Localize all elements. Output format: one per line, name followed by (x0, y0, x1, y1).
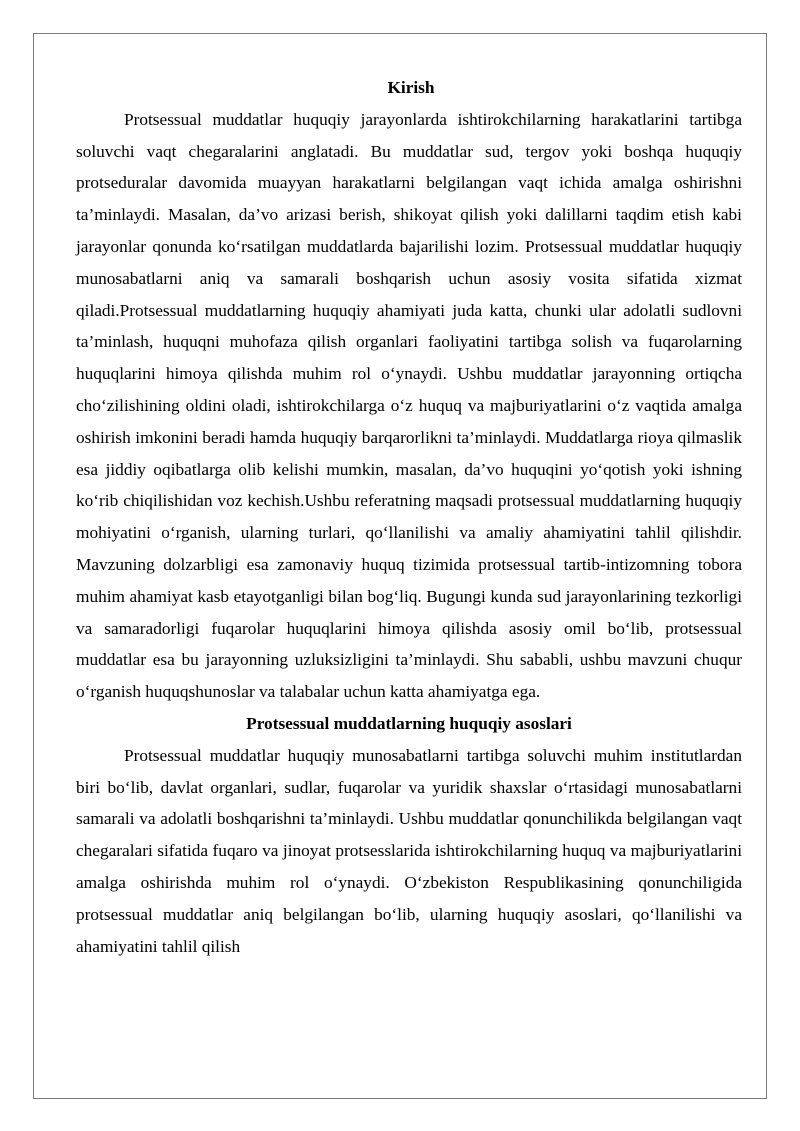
paragraph-legal-basis: Protsessual muddatlar huquqiy munosabatlarni tartibga soluvchi muhim institutlardan biri bo‘lib, davlat organlari, sudlar, fuqarolar va yuridik shaxslar o‘rtasidagi munosabatlarni samarali va adolatli boshqarishni ta’minlaydi. Ushbu muddatlar qonunchilikda belgilangan vaqt chegaralari sifatida fuqaro va jinoyat protsesslarida ishtirokchilarning huquq va majburiyatlarini amalga oshirishda muhim rol o‘ynaydi. O‘zbekiston Respublikasining qonunchiligida protsessual muddatlar aniq belgilangan bo‘lib, ularning huquqiy asoslari, qo‘llanilishi va ahamiyatini tahlil qilish (76, 745, 742, 956)
section-heading-intro: Kirish (387, 78, 435, 97)
paragraph-intro: Protsessual muddatlar huquqiy jarayonlarda ishtirokchilarning harakatlarini tartibga soluvchi vaqt chegaralarini anglatadi. Bu muddatlar sud, tergov yoki boshqa huquqiy protseduralar davomida muayyan harakatlarni belgilangan vaqt ichida amalga oshirishni ta’minlaydi. Masalan, da’vo arizasi berish, shikoyat qilish yoki dalillarni taqdim etish kabi jarayonlar qonunda ko‘rsatilgan muddatlarda bajarilishi lozim. Protsessual muddatlar huquqiy munosabatlarni aniq va samarali boshqarish uchun asosiy vosita sifatida xizmat qiladi.Protsessual muddatlarning huquqiy ahamiyati juda katta, chunki ular adolatli sudlovni ta’minlash, huquqni muhofaza qilish organlari faoliyatini tartibga solish va fuqarolarning huquqlarini himoya qilishda muhim rol o‘ynaydi. Ushbu muddatlar jarayonning ortiqcha cho‘zilishining oldini oladi, ishtirokchilarga o‘z huquq va majburiyatlarini o‘z vaqtida amalga oshirish imkonini beradi hamda huquqiy barqarorlikni ta’minlaydi. Muddatlarga rioya qilmaslik esa jiddiy oqibatlarga olib kelishi mumkin, masalan, da’vo huquqini yo‘qotish yoki ishning ko‘rib chiqilishidan voz kechish.Ushbu referatning maqsadi protsessual muddatlarning huquqiy mohiyatini o‘rganish, ularning turlari, qo‘llanilishi va amaliy ahamiyatini tahlil qilishdir. Mavzuning dolzarbligi esa zamonaviy huquq tizimida protsessual tartib-intizomning tobora muhim ahamiyat kasb etayotganligi bilan bog‘liq. Bugungi kunda sud jarayonlarining tezkorligi va samaradorligi fuqarolar huquqlarini himoya qilishda asosiy omil bo‘lib, protsessual muddatlar esa bu jarayonning uzluksizligini ta’minlaydi. Shu sababli, ushbu mavzuni chuqur o‘rganish huquqshunoslar va talabalar uchun katta ahamiyatga ega. (76, 109, 742, 702)
section-heading-legal-basis: Protsessual muddatlarning huquqiy asoslari (246, 713, 572, 733)
document-body (76, 72, 742, 962)
